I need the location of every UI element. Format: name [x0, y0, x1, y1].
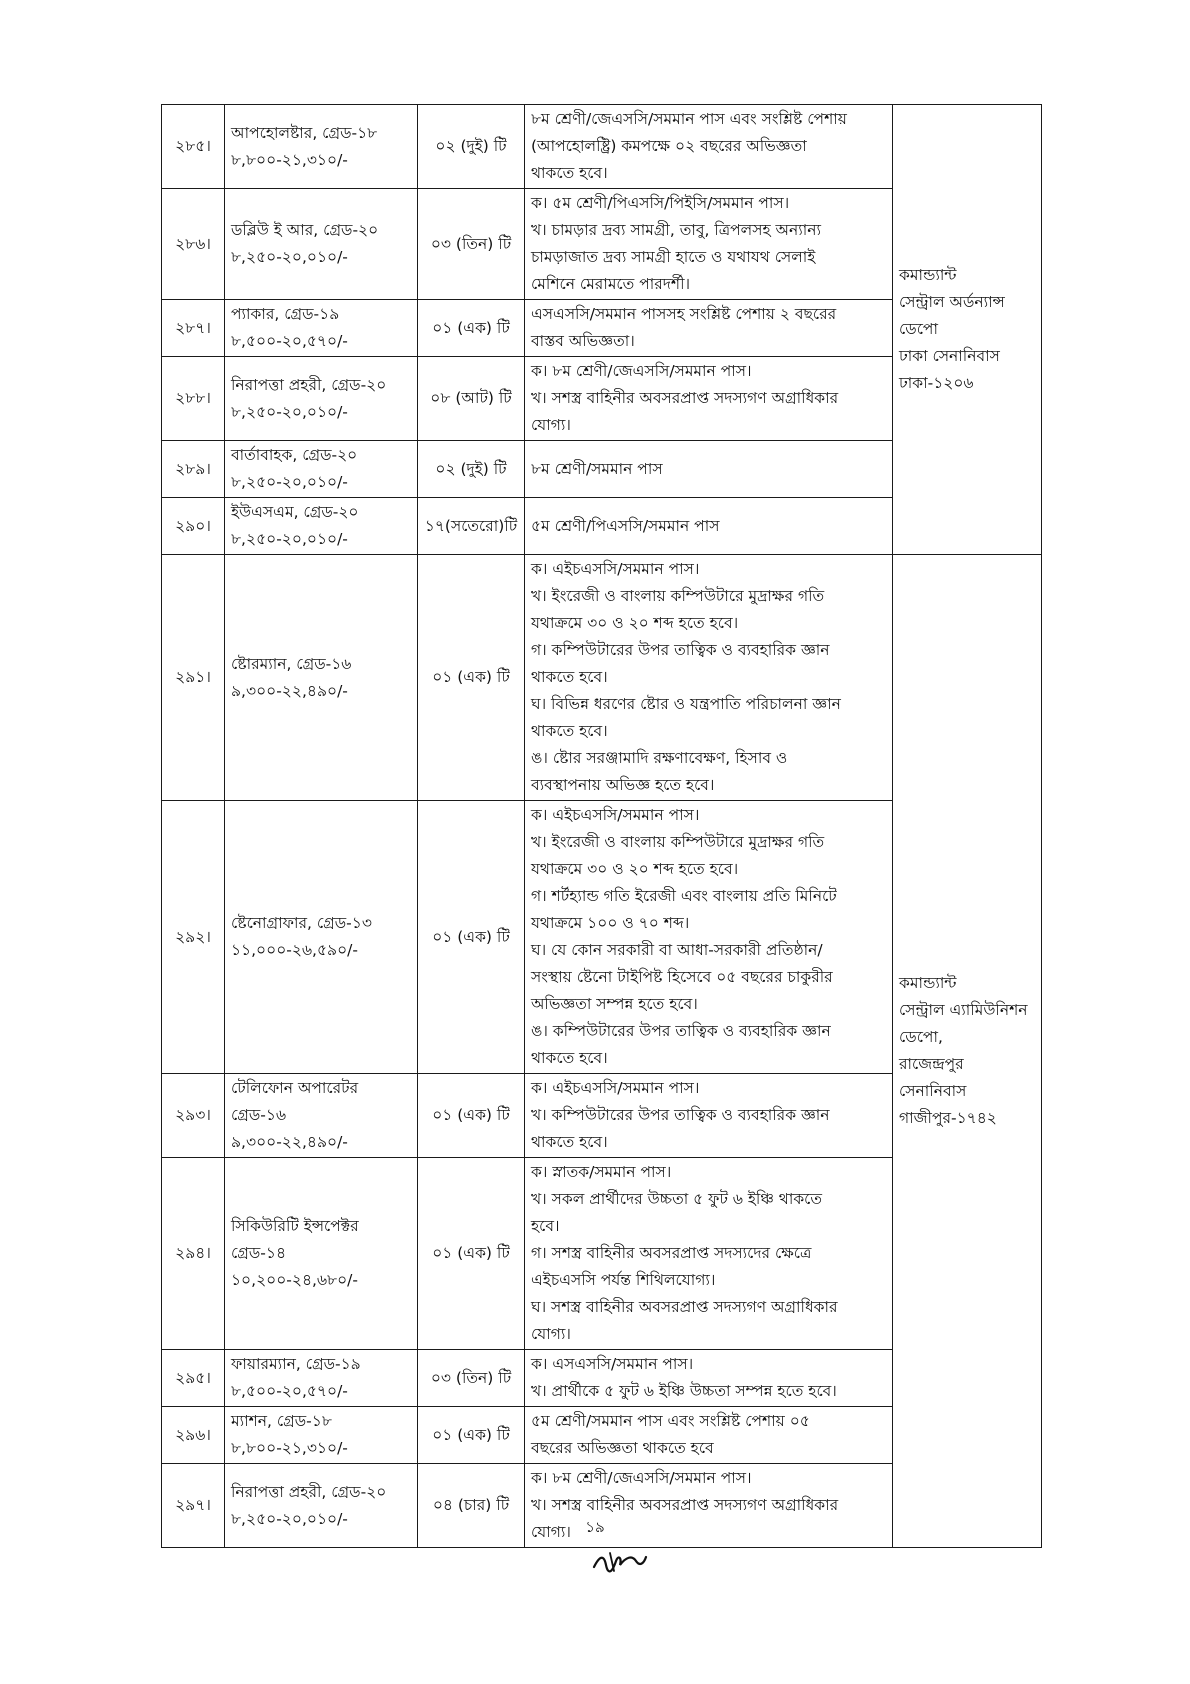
- post-name-grade: [225, 105, 418, 189]
- post-line: আপহোলষ্টার, গ্রেড-১৮: [231, 123, 378, 142]
- post-line: টেলিফোন অপারেটর: [231, 1079, 359, 1097]
- serial-number: ২৯২।: [162, 801, 225, 1074]
- qualification-line: অভিজ্ঞতা সম্পন্ন হতে হবে।: [531, 995, 698, 1013]
- post-line: ৯,৩০০-২২,৪৯০/-: [231, 681, 348, 700]
- qualification-line: ক। ৮ম শ্রেণী/জেএসসি/সমমান পাস।: [531, 1469, 752, 1487]
- post-count: ০১ (এক) টি: [418, 300, 525, 357]
- qualification-line: হবে।: [531, 1217, 560, 1235]
- post-name-grade: [225, 300, 418, 357]
- qualification-line: থাকতে হবে।: [531, 1049, 608, 1067]
- post-line: গ্রেড-১৬: [231, 1106, 287, 1124]
- qualification-line: খ। ইংরেজী ও বাংলায় কম্পিউটারে মুদ্রাক্ষর গতি: [531, 587, 825, 605]
- qualification-line: এসএসসি/সমমান পাসসহ সংশ্লিষ্ট পেশায় ২ বছরের: [531, 305, 837, 323]
- qualification-line: থাকতে হবে।: [531, 722, 608, 740]
- serial-number: ২৯৭।: [162, 1464, 225, 1548]
- qualification-line: গ। শর্টহ্যান্ড গতি ইরেজী এবং বাংলায় প্রতি মিনিটে: [531, 887, 837, 905]
- qualification-line: যোগ্য।: [531, 416, 571, 434]
- post-name-grade: [225, 555, 418, 801]
- qualification-line: খ। সশস্ত্র বাহিনীর অবসরপ্রাপ্ত সদস্যগণ অগ্রাধিকার: [531, 389, 839, 407]
- office-line: ডেপো,: [899, 1028, 943, 1046]
- qualification-line: থাকতে হবে।: [531, 164, 608, 182]
- serial-number: ২৮৮।: [162, 357, 225, 441]
- post-line: ৮,২৫০-২০,০১০/-: [231, 402, 348, 421]
- qualification-line: এইচএসসি পর্যন্ত শিথিলযোগ্য।: [531, 1271, 716, 1289]
- post-line: ষ্টোরম্যান, গ্রেড-১৬: [231, 654, 352, 673]
- serial-number: ২৮৫।: [162, 105, 225, 189]
- post-line: ৮,২৫০-২০,০১০/-: [231, 473, 348, 491]
- office-line: ঢাকা সেনানিবাস: [899, 347, 1000, 365]
- post-name-grade: [225, 441, 418, 498]
- qualification-line: যথাক্রমে ১০০ ও ৭০ শব্দ।: [531, 914, 690, 932]
- qualification-line: গ। সশস্ত্র বাহিনীর অবসরপ্রাপ্ত সদস্যদের ক্ষেত্রে: [531, 1244, 812, 1262]
- office-line: কমান্ড্যান্ট: [899, 974, 957, 992]
- office-line: গাজীপুর-১৭৪২: [899, 1109, 997, 1127]
- qualification-line: ঙ। কম্পিউটারের উপর তাত্বিক ও ব্যবহারিক জ্ঞান: [531, 1022, 831, 1040]
- qualification: [525, 189, 893, 300]
- qualification: [525, 300, 893, 357]
- post-count: ০১ (এক) টি: [418, 1074, 525, 1158]
- qualification-line: ৮ম শ্রেণী/সমমান পাস: [531, 459, 663, 478]
- post-name-grade: [225, 801, 418, 1074]
- post-line: ৮,২৫০-২০,০১০/-: [231, 248, 348, 266]
- qualification-line: যথাক্রমে ৩০ ও ২০ শব্দ হতে হবে।: [531, 614, 739, 632]
- qualification-line: বছরের অভিজ্ঞতা থাকতে হবে: [531, 1439, 714, 1457]
- serial-number: ২৮৯।: [162, 441, 225, 498]
- post-line: নিরাপত্তা প্রহরী, গ্রেড-২০: [231, 1482, 387, 1501]
- post-line: ৮,২৫০-২০,০১০/-: [231, 530, 348, 548]
- qualification-line: ক। এসএসসি/সমমান পাস।: [531, 1355, 694, 1373]
- post-line: গ্রেড-১৪: [231, 1244, 287, 1262]
- serial-number: ২৯৪।: [162, 1158, 225, 1350]
- post-name-grade: [225, 1407, 418, 1464]
- qualification-line: ৫ম শ্রেণী/পিএসসি/সমমান পাস: [531, 516, 720, 535]
- office-line: সেন্ট্রাল অর্ডন্যান্স ডেপো: [899, 293, 1005, 338]
- qualification-line: ক। এইচএসসি/সমমান পাস।: [531, 806, 700, 824]
- post-line: ৮,৫০০-২০,৫৭০/-: [231, 332, 348, 350]
- qualification-line: যথাক্রমে ৩০ ও ২০ শব্দ হতে হবে।: [531, 860, 739, 878]
- post-name-grade: [225, 1074, 418, 1158]
- post-line: ইউএসএম, গ্রেড-২০: [231, 503, 359, 521]
- qualification-line: খ। প্রার্থীকে ৫ ফুট ৬ ইঞ্চি উচ্চতা সম্পন্ন হতে হবে।: [531, 1382, 837, 1400]
- post-name-grade: [225, 189, 418, 300]
- qualification-line: বাস্তব অভিজ্ঞতা।: [531, 332, 635, 350]
- qualification-line: ক। এইচএসসি/সমমান পাস।: [531, 1079, 700, 1097]
- qualification-line: ব্যবস্থাপনায় অভিজ্ঞ হতে হবে।: [531, 776, 715, 794]
- post-count: ০৩ (তিন) টি: [418, 1350, 525, 1407]
- post-line: নিরাপত্তা প্রহরী, গ্রেড-২০: [231, 375, 387, 394]
- office-line: রাজেন্দ্রপুর সেনানিবাস: [899, 1055, 967, 1100]
- office-line: সেন্ট্রাল এ্যামিউনিশন: [899, 1001, 1028, 1019]
- qualification-line: খ। সকল প্রার্থীদের উচ্চতা ৫ ফুট ৬ ইঞ্চি থাকতে: [531, 1190, 823, 1208]
- qualification-line: ক। এইচএসসি/সমমান পাস।: [531, 560, 700, 578]
- office-address: [893, 105, 1042, 555]
- qualification-line: যোগ্য।: [531, 1523, 571, 1541]
- qualification-line: ঙ। ষ্টোর সরঞ্জামাদি রক্ষণাবেক্ষণ, হিসাব ও: [531, 749, 788, 767]
- qualification-line: ঘ। যে কোন সরকারী বা আধা-সরকারী প্রতিষ্ঠান/: [531, 941, 823, 959]
- qualification-line: ক। ৫ম শ্রেণী/পিএসসি/পিইসি/সমমান পাস।: [531, 194, 790, 212]
- serial-number: ২৮৬।: [162, 189, 225, 300]
- serial-number: ২৯০।: [162, 498, 225, 555]
- post-line: ডব্লিউ ই আর, গ্রেড-২০: [231, 221, 379, 239]
- serial-number: ২৯১।: [162, 555, 225, 801]
- table-row: [162, 555, 1042, 801]
- post-count: ০৩ (তিন) টি: [418, 189, 525, 300]
- qualification-line: থাকতে হবে।: [531, 1133, 608, 1151]
- post-name-grade: [225, 498, 418, 555]
- post-line: ষ্টেনোগ্রাফার, গ্রেড-১৩: [231, 914, 372, 932]
- qualification-line: ৫ম শ্রেণী/সমমান পাস এবং সংশ্লিষ্ট পেশায় ০৫: [531, 1412, 810, 1430]
- qualification-line: মেশিনে মেরামতে পারদর্শী।: [531, 275, 691, 293]
- post-count: ০২ (দুই) টি: [418, 105, 525, 189]
- qualification-line: যোগ্য।: [531, 1325, 571, 1343]
- table-row: [162, 105, 1042, 189]
- qualification-line: ক। ৮ম শ্রেণী/জেএসসি/সমমান পাস।: [531, 362, 752, 380]
- serial-number: ২৯৫।: [162, 1350, 225, 1407]
- qualification-line: (আপহোলষ্ট্রি) কমপক্ষে ০২ বছরের অভিজ্ঞতা: [531, 137, 807, 155]
- post-count: ০৪ (চার) টি: [418, 1464, 525, 1548]
- qualification-line: ক। স্নাতক/সমমান পাস।: [531, 1163, 672, 1181]
- office-address: [893, 555, 1042, 1548]
- qualification-line: গ। কম্পিউটারের উপর তাত্বিক ও ব্যবহারিক জ্ঞান: [531, 641, 830, 659]
- qualification: [525, 1074, 893, 1158]
- qualification: [525, 1350, 893, 1407]
- post-count: ১৭(সতেরো)টি: [418, 498, 525, 555]
- post-name-grade: [225, 357, 418, 441]
- post-line: ৮,২৫০-২০,০১০/-: [231, 1509, 348, 1528]
- qualification-line: ৮ম শ্রেণী/জেএসসি/সমমান পাস এবং সংশ্লিষ্ট পেশায়: [531, 110, 847, 128]
- post-name-grade: [225, 1158, 418, 1350]
- post-line: ৮,৮০০-২১,৩১০/-: [231, 150, 348, 169]
- qualification: [525, 357, 893, 441]
- office-line: ঢাকা-১২০৬: [899, 374, 974, 392]
- qualification: [525, 105, 893, 189]
- post-name-grade: [225, 1350, 418, 1407]
- post-count: ০১ (এক) টি: [418, 555, 525, 801]
- post-line: ৯,৩০০-২২,৪৯০/-: [231, 1133, 348, 1151]
- post-count: ০৮ (আট) টি: [418, 357, 525, 441]
- post-line: বার্তাবাহক, গ্রেড-২০: [231, 446, 358, 464]
- post-line: ১০,২০০-২৪,৬৮০/-: [231, 1271, 358, 1289]
- post-line: ম্যাশন, গ্রেড-১৮: [231, 1412, 332, 1430]
- qualification-line: চামড়াজাত দ্রব্য সামগ্রী হাতে ও যথাযথ সেলাই: [531, 248, 816, 266]
- qualification: [525, 498, 893, 555]
- serial-number: ২৯৩।: [162, 1074, 225, 1158]
- vacancy-table: [161, 104, 1042, 1548]
- qualification-line: থাকতে হবে।: [531, 668, 608, 686]
- qualification: [525, 441, 893, 498]
- qualification-line: খ। সশস্ত্র বাহিনীর অবসরপ্রাপ্ত সদস্যগণ অগ্রাধিকার: [531, 1496, 839, 1514]
- post-line: ৮,৮০০-২১,৩১০/-: [231, 1439, 348, 1457]
- post-line: ফায়ারম্যান, গ্রেড-১৯: [231, 1355, 361, 1373]
- qualification-line: সংস্থায় ষ্টেনো টাইপিষ্ট হিসেবে ০৫ বছরের চাকুরীর: [531, 968, 833, 986]
- serial-number: ২৮৭।: [162, 300, 225, 357]
- office-line: কমান্ড্যান্ট: [899, 266, 957, 284]
- post-line: ১১,০০০-২৬,৫৯০/-: [231, 941, 358, 959]
- qualification: [525, 1407, 893, 1464]
- qualification: [525, 1158, 893, 1350]
- post-line: ৮,৫০০-২০,৫৭০/-: [231, 1382, 348, 1400]
- qualification-line: খ। চামড়ার দ্রব্য সামগ্রী, তাবু, ত্রিপলসহ অন্যান্য: [531, 221, 821, 239]
- post-line: সিকিউরিটি ইন্সপেক্টর: [231, 1217, 359, 1235]
- post-count: ০১ (এক) টি: [418, 1158, 525, 1350]
- page-number: ১৯: [585, 1518, 605, 1536]
- post-line: প্যাকার, গ্রেড-১৯: [231, 305, 340, 323]
- qualification: [525, 555, 893, 801]
- qualification-line: খ। কম্পিউটারের উপর তাত্বিক ও ব্যবহারিক জ্ঞান: [531, 1106, 830, 1124]
- serial-number: ২৯৬।: [162, 1407, 225, 1464]
- post-count: ০১ (এক) টি: [418, 801, 525, 1074]
- qualification-line: ঘ। বিভিন্ন ধরণের ষ্টোর ও যন্ত্রপাতি পরিচালনা জ্ঞান: [531, 695, 841, 713]
- qualification-line: খ। ইংরেজী ও বাংলায় কম্পিউটারে মুদ্রাক্ষর গতি: [531, 833, 825, 851]
- qualification: [525, 801, 893, 1074]
- post-count: ০১ (এক) টি: [418, 1407, 525, 1464]
- post-count: ০২ (দুই) টি: [418, 441, 525, 498]
- qualification-line: ঘ। সশস্ত্র বাহিনীর অবসরপ্রাপ্ত সদস্যগণ অগ্রাধিকার: [531, 1298, 838, 1316]
- signature-mark: [590, 1547, 650, 1577]
